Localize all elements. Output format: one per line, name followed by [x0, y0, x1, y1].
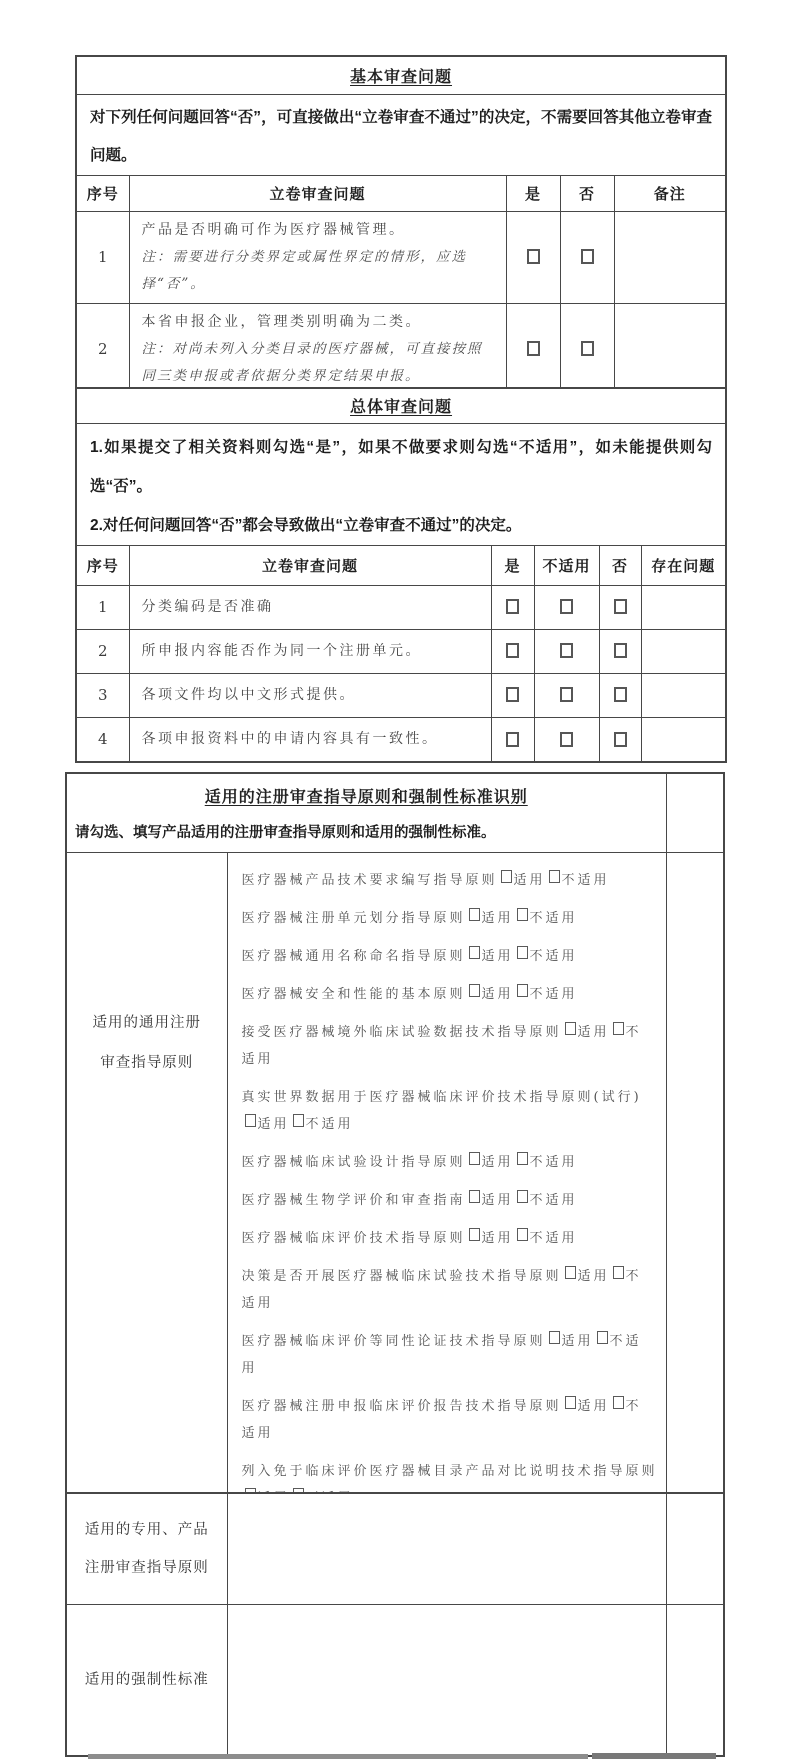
checkbox-not-applicable[interactable] [549, 870, 560, 883]
overall-review-table [75, 387, 727, 763]
guideline-item: 医疗器械临床评价等同性论证技术指导原则 适用 不适用 [242, 1328, 658, 1382]
guideline-items-cell [227, 853, 666, 1546]
row-number: 1 [76, 585, 129, 629]
guidance-principles-table [65, 772, 725, 1546]
checkbox-applicable[interactable] [549, 1331, 560, 1344]
table-row [66, 1604, 724, 1756]
table-row [76, 211, 726, 303]
checkbox-not-applicable[interactable] [517, 984, 528, 997]
specific-principles-input-cell[interactable] [227, 1493, 666, 1604]
checkbox-applicable[interactable] [469, 946, 480, 959]
table4-side-cell [666, 1493, 724, 1604]
basic-review-table [75, 55, 727, 397]
checkbox-no[interactable] [581, 249, 594, 264]
table3-head-cell [66, 773, 666, 853]
table2-title-cell [76, 388, 726, 423]
table-row [76, 629, 726, 673]
question-text: 分类编码是否准确 [141, 598, 274, 615]
page-bottom-cutoff [88, 1754, 588, 1759]
checkbox-na[interactable] [560, 599, 573, 614]
table2-header-question: 立卷审查问题 [129, 545, 491, 585]
general-principles-label: 适用的通用注册 审查指导原则 [66, 853, 227, 1546]
specific-principles-label: 适用的专用、产品 注册审查指导原则 [66, 1493, 227, 1604]
table2-header-yes: 是 [491, 545, 534, 585]
checkbox-na[interactable] [560, 687, 573, 702]
guideline-item: 医疗器械注册单元划分指导原则 适用 不适用 [242, 905, 658, 932]
checkbox-applicable[interactable] [469, 984, 480, 997]
checkbox-applicable[interactable] [565, 1266, 576, 1279]
checkbox-not-applicable[interactable] [613, 1396, 624, 1409]
question-text: 所申报内容能否作为同一个注册单元。 [141, 642, 422, 659]
checkbox-not-applicable[interactable] [293, 1114, 304, 1127]
table1-title-cell [76, 56, 726, 94]
checkbox-not-applicable[interactable] [517, 908, 528, 921]
table2-intro-cell [76, 423, 726, 545]
checkbox-applicable[interactable] [469, 908, 480, 921]
row-number: 2 [76, 629, 129, 673]
guideline-item: 接受医疗器械境外临床试验数据技术指导原则 适用 不适用 [242, 1019, 658, 1073]
checkbox-applicable[interactable] [565, 1022, 576, 1035]
checkbox-no[interactable] [614, 643, 627, 658]
table1-header-yes: 是 [506, 175, 560, 211]
table3-intro: 请勾选、填写产品适用的注册审查指导原则和适用的强制性标准。 [75, 825, 496, 841]
checkbox-yes[interactable] [506, 732, 519, 747]
table2-header-no-answer: 否 [599, 545, 641, 585]
checkbox-applicable[interactable] [469, 1190, 480, 1203]
remark-cell [614, 303, 726, 396]
guideline-item: 医疗器械临床评价技术指导原则 适用 不适用 [242, 1225, 658, 1252]
table3-side-cell [666, 853, 724, 1546]
checkbox-yes[interactable] [527, 249, 540, 264]
checkbox-no[interactable] [614, 687, 627, 702]
checkbox-not-applicable[interactable] [517, 1152, 528, 1165]
table1-header-no: 序号 [76, 175, 129, 211]
checkbox-not-applicable[interactable] [517, 946, 528, 959]
issues-cell [641, 673, 726, 717]
row-number: 2 [76, 303, 129, 396]
row-number: 1 [76, 211, 129, 303]
table2-header-no: 序号 [76, 545, 129, 585]
checkbox-not-applicable[interactable] [613, 1022, 624, 1035]
question-text: 各项申报资料中的申请内容具有一致性。 [141, 730, 439, 747]
checkbox-applicable[interactable] [565, 1396, 576, 1409]
checkbox-applicable[interactable] [245, 1114, 256, 1127]
mandatory-standards-input-cell[interactable] [227, 1604, 666, 1756]
table1-intro: 对下列任何问题回答“否”，可直接做出“立卷审查不通过”的决定，不需要回答其他立卷审查问题。 [76, 94, 726, 175]
page-bottom-cutoff [592, 1753, 716, 1759]
issues-cell [641, 585, 726, 629]
checkbox-applicable[interactable] [501, 870, 512, 883]
checkbox-applicable[interactable] [469, 1152, 480, 1165]
table2-header-na: 不适用 [534, 545, 599, 585]
checkbox-no[interactable] [614, 599, 627, 614]
table1-header-remark: 备注 [614, 175, 726, 211]
table2-intro-2: 2.对任何问题回答“否”都会导致做出“立卷审查不通过”的决定。 [90, 516, 522, 534]
guideline-item: 医疗器械注册申报临床评价报告技术指导原则 适用 不适用 [242, 1393, 658, 1447]
table3-title: 适用的注册审查指导原则和强制性标准识别 [204, 789, 528, 806]
checkbox-not-applicable[interactable] [517, 1228, 528, 1241]
mandatory-standards-label: 适用的强制性标准 [66, 1604, 227, 1756]
row-number: 3 [76, 673, 129, 717]
table2-title: 总体审查问题 [350, 399, 453, 417]
question-note: 注：对尚未列入分类目录的医疗器械，可直接按照同三类申报或者依据分类界定结果申报。 [141, 340, 483, 384]
table-row [66, 1493, 724, 1604]
table4-side-cell [666, 1604, 724, 1756]
table2-intro-1: 1.如果提交了相关资料则勾选“是”，如果不做要求则勾选“不适用”，如未能提供则勾选“否”。 [90, 438, 713, 495]
guideline-item: 列入免于临床评价医疗器械目录产品对比说明技术指导原则 [242, 1458, 658, 1512]
checkbox-not-applicable[interactable] [517, 1190, 528, 1203]
checkbox-na[interactable] [560, 643, 573, 658]
table3-head-side-cell [666, 773, 724, 853]
table2-header-issues: 存在问题 [641, 545, 726, 585]
question-text: 各项文件均以中文形式提供。 [141, 686, 356, 703]
question-note: 注：需要进行分类界定或属性界定的情形，应选择“否”。 [141, 248, 467, 292]
guideline-item: 决策是否开展医疗器械临床试验技术指导原则 适用 不适用 [242, 1263, 658, 1317]
guideline-item: 医疗器械产品技术要求编写指导原则 适用 不适用 [242, 867, 658, 894]
guideline-item: 医疗器械生物学评价和审查指南 适用 不适用 [242, 1187, 658, 1214]
checkbox-yes[interactable] [527, 341, 540, 356]
guideline-item: 医疗器械临床试验设计指导原则 适用 不适用 [242, 1149, 658, 1176]
table-row [76, 717, 726, 762]
table-row [76, 585, 726, 629]
checkbox-yes[interactable] [506, 643, 519, 658]
table1-header-no-answer: 否 [560, 175, 614, 211]
checkbox-not-applicable[interactable] [613, 1266, 624, 1279]
remark-cell [614, 211, 726, 303]
issues-cell [641, 717, 726, 762]
checkbox-yes[interactable] [506, 687, 519, 702]
guideline-item: 医疗器械通用名称命名指导原则 适用 不适用 [242, 943, 658, 970]
checkbox-not-applicable[interactable] [597, 1331, 608, 1344]
question-text: 本省申报企业，管理类别明确为二类。 [141, 313, 422, 330]
checkbox-yes[interactable] [506, 599, 519, 614]
checkbox-no[interactable] [581, 341, 594, 356]
table1-title: 基本审查问题 [350, 68, 453, 86]
issues-cell [641, 629, 726, 673]
question-text: 产品是否明确可作为医疗器械管理。 [141, 221, 406, 238]
table1-header-question: 立卷审查问题 [129, 175, 506, 211]
table-row [76, 673, 726, 717]
row-number: 4 [76, 717, 129, 762]
specific-principles-table [65, 1492, 725, 1757]
checkbox-na[interactable] [560, 732, 573, 747]
guideline-item: 医疗器械安全和性能的基本原则 适用 不适用 [242, 981, 658, 1008]
table-row [76, 303, 726, 396]
checkbox-applicable[interactable] [469, 1228, 480, 1241]
guideline-item: 真实世界数据用于医疗器械临床评价技术指导原则(试行)适用 不适用 [241, 1090, 642, 1132]
checkbox-no[interactable] [614, 732, 627, 747]
